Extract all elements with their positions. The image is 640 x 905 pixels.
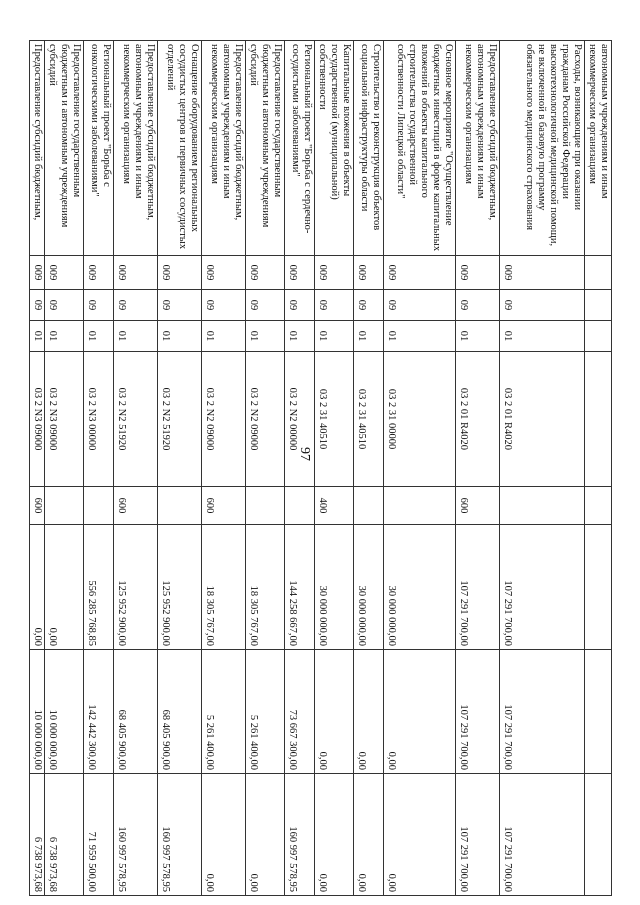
- cell-cs: 03 2 01 R4020: [500, 352, 585, 487]
- cell-v2: 107 291 700,00: [456, 650, 500, 774]
- table-body: [30, 41, 612, 896]
- cell-pr: 01: [456, 321, 500, 352]
- cell-v3: 160 997 578,95: [114, 774, 158, 896]
- cell-cs: 03 2 01 R4020: [456, 352, 500, 487]
- cell-v3: 107 291 700,00: [456, 774, 500, 896]
- cell-rz: 09: [202, 290, 246, 321]
- cell-v2: 68 405 900,00: [114, 650, 158, 774]
- cell-cs: 03 2 31 00000: [384, 352, 456, 487]
- cell-pr: 01: [45, 321, 84, 352]
- cell-v3: 6 738 973,68: [30, 774, 45, 896]
- cell-rz: [585, 290, 612, 321]
- cell-v3: 0,00: [246, 774, 285, 896]
- cell-name: Предоставление субсидий бюджетным, автономным учреждениям и иным некоммерческим организациям: [456, 41, 500, 256]
- cell-gr: 009: [500, 256, 585, 290]
- cell-v3: 0,00: [315, 774, 354, 896]
- cell-v2: 0,00: [384, 650, 456, 774]
- cell-vr: [84, 487, 114, 525]
- cell-cs: 03 2 N2 09000: [246, 352, 285, 487]
- cell-v3: 71 959 500,00: [84, 774, 114, 896]
- cell-v1: 125 952 900,00: [114, 525, 158, 650]
- cell-gr: 009: [354, 256, 384, 290]
- cell-v3: [585, 774, 612, 896]
- cell-pr: 01: [315, 321, 354, 352]
- cell-v2: 107 291 700,00: [500, 650, 585, 774]
- cell-v1: [585, 525, 612, 650]
- cell-v2: 10 000 000,00: [30, 650, 45, 774]
- table-row: [246, 41, 285, 896]
- cell-gr: 009: [158, 256, 202, 290]
- cell-name: Предоставление государственным бюджетным и автономным учреждениям субсидий: [45, 41, 84, 256]
- cell-pr: 01: [158, 321, 202, 352]
- cell-cs: 03 2 31 40510: [315, 352, 354, 487]
- table-row: [500, 41, 585, 896]
- cell-vr: 600: [114, 487, 158, 525]
- cell-rz: 09: [384, 290, 456, 321]
- cell-v2: [585, 650, 612, 774]
- cell-v1: 556 285 768,85: [84, 525, 114, 650]
- cell-rz: 09: [158, 290, 202, 321]
- cell-cs: 03 2 N2 00000: [285, 352, 315, 487]
- cell-v2: 0,00: [354, 650, 384, 774]
- cell-pr: 01: [354, 321, 384, 352]
- cell-pr: 01: [202, 321, 246, 352]
- table-row: [45, 41, 84, 896]
- cell-v3: 0,00: [202, 774, 246, 896]
- cell-name: Региональный проект "Борьба с сердечно-сосудистыми заболеваниями": [285, 41, 315, 256]
- cell-v2: 142 442 300,00: [84, 650, 114, 774]
- cell-v1: 18 305 767,00: [202, 525, 246, 650]
- cell-rz: 09: [354, 290, 384, 321]
- cell-cs: 03 2 31 40510: [354, 352, 384, 487]
- cell-name: Строительство и реконструкция объектов социальной инфраструктуры области: [354, 41, 384, 256]
- cell-v1: 30 000 000,00: [384, 525, 456, 650]
- cell-name: Предоставление субсидий бюджетным,: [30, 41, 45, 256]
- table-row: [202, 41, 246, 896]
- cell-v1: 144 258 667,00: [285, 525, 315, 650]
- cell-name: автономным учреждениям и иным некоммерческим организациям: [585, 41, 612, 256]
- cell-pr: 01: [285, 321, 315, 352]
- cell-pr: [585, 321, 612, 352]
- cell-v3: 160 997 578,95: [285, 774, 315, 896]
- cell-rz: 09: [45, 290, 84, 321]
- cell-pr: 01: [114, 321, 158, 352]
- cell-v3: 107 291 700,00: [500, 774, 585, 896]
- cell-vr: [158, 487, 202, 525]
- cell-rz: 09: [84, 290, 114, 321]
- cell-vr: 600: [30, 487, 45, 525]
- cell-gr: [585, 256, 612, 290]
- cell-v3: 160 997 578,95: [158, 774, 202, 896]
- cell-rz: 09: [30, 290, 45, 321]
- cell-v3: 0,00: [354, 774, 384, 896]
- cell-name: Предоставление субсидий бюджетным, автономным учреждениям и иным некоммерческим организациям: [202, 41, 246, 256]
- cell-vr: [585, 487, 612, 525]
- cell-rz: 09: [114, 290, 158, 321]
- table-row: [585, 41, 612, 896]
- cell-gr: 009: [315, 256, 354, 290]
- cell-cs: [585, 352, 612, 487]
- table-row: [384, 41, 456, 896]
- table-row: [456, 41, 500, 896]
- cell-rz: 09: [315, 290, 354, 321]
- cell-v1: 18 305 767,00: [246, 525, 285, 650]
- cell-gr: 009: [30, 256, 45, 290]
- cell-v2: 73 667 300,00: [285, 650, 315, 774]
- cell-cs: 03 2 N2 51920: [158, 352, 202, 487]
- cell-name: Расходы, возникающие при оказании гражданам Российской Федерации высокотехнологичной медицинской помощи, не включенной в базовую программу обязательного медицинского страхования: [500, 41, 585, 256]
- cell-name: Региональный проект "Борьба с онкологическими заболеваниями": [84, 41, 114, 256]
- cell-cs: 03 2 N3 00000: [84, 352, 114, 487]
- cell-vr: [246, 487, 285, 525]
- page-number-text: 97: [297, 447, 312, 461]
- cell-v1: 107 291 700,00: [456, 525, 500, 650]
- table-row: [84, 41, 114, 896]
- cell-v1: 0,00: [45, 525, 84, 650]
- cell-gr: 009: [202, 256, 246, 290]
- cell-name: Оснащение оборудованием региональных сосудистых центров и первичных сосудистых отделений: [158, 41, 202, 256]
- cell-v1: 30 000 000,00: [354, 525, 384, 650]
- cell-vr: 400: [315, 487, 354, 525]
- cell-cs: 03 2 N3 09000: [45, 352, 84, 487]
- cell-vr: [500, 487, 585, 525]
- cell-gr: 009: [84, 256, 114, 290]
- table-row: [315, 41, 354, 896]
- cell-vr: [285, 487, 315, 525]
- cell-gr: 009: [384, 256, 456, 290]
- cell-gr: 009: [285, 256, 315, 290]
- cell-vr: 600: [456, 487, 500, 525]
- cell-rz: 09: [285, 290, 315, 321]
- cell-v2: 5 261 400,00: [202, 650, 246, 774]
- cell-v1: 0,00: [30, 525, 45, 650]
- table-row: [285, 41, 315, 896]
- cell-v1: 30 000 000,00: [315, 525, 354, 650]
- cell-pr: 01: [246, 321, 285, 352]
- cell-v2: 68 405 900,00: [158, 650, 202, 774]
- cell-gr: 009: [114, 256, 158, 290]
- cell-name: Капитальные вложения в объекты государственной (муниципальной) собственности: [315, 41, 354, 256]
- cell-vr: [45, 487, 84, 525]
- cell-v3: 0,00: [384, 774, 456, 896]
- cell-v2: 10 000 000,00: [45, 650, 84, 774]
- cell-rz: 09: [246, 290, 285, 321]
- cell-name: Предоставление государственным бюджетным и автономным учреждениям субсидий: [246, 41, 285, 256]
- cell-vr: [354, 487, 384, 525]
- cell-pr: 01: [84, 321, 114, 352]
- cell-name: Основное мероприятие "Осуществление бюджетных инвестиций в форме капитальных вложений в объекты капитального строительства государственной собственности Липецкой области": [384, 41, 456, 256]
- table-row: [158, 41, 202, 896]
- cell-pr: 01: [384, 321, 456, 352]
- cell-gr: 009: [456, 256, 500, 290]
- cell-name: Предоставление субсидий бюджетным, автономным учреждениям и иным некоммерческим организациям: [114, 41, 158, 256]
- table-row: [30, 41, 45, 896]
- cell-gr: 009: [246, 256, 285, 290]
- cell-cs: 03 2 N2 09000: [202, 352, 246, 487]
- cell-v1: 107 291 700,00: [500, 525, 585, 650]
- cell-vr: [384, 487, 456, 525]
- cell-cs: 03 2 N2 51920: [114, 352, 158, 487]
- table-row: [114, 41, 158, 896]
- cell-gr: 009: [45, 256, 84, 290]
- cell-pr: 01: [500, 321, 585, 352]
- rotated-table-area: [32, 40, 612, 895]
- cell-v2: 0,00: [315, 650, 354, 774]
- cell-cs: 03 2 N3 09000: [30, 352, 45, 487]
- cell-rz: 09: [456, 290, 500, 321]
- budget-table: [29, 40, 612, 896]
- cell-v3: 6 738 973,68: [45, 774, 84, 896]
- cell-v2: 5 261 400,00: [246, 650, 285, 774]
- cell-v1: 125 952 900,00: [158, 525, 202, 650]
- table-row: [354, 41, 384, 896]
- cell-pr: 01: [30, 321, 45, 352]
- cell-vr: 600: [202, 487, 246, 525]
- cell-rz: 09: [500, 290, 585, 321]
